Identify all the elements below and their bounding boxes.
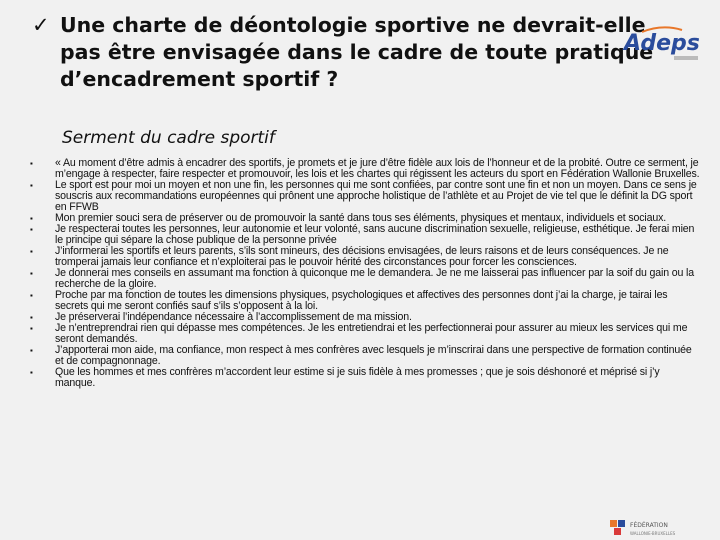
bullet-text: Proche par ma fonction de toutes les dimensions physiques, psychologiques et affectives des personnes dont j’ai la charge, je tairai les secrets qui me seront confiés sauf s’ils s’opposent à la loi. [55, 289, 668, 312]
list-item [30, 290, 702, 312]
list-item [30, 224, 702, 246]
square-bullet-icon: ▪ [30, 247, 33, 256]
bullet-text: Je n’entreprendrai rien qui dépasse mes compétences. Je les entretiendrai et les perfectionnerai pour assurer au mieux les services qui me seront demandés. [55, 322, 688, 345]
bullet-text: Je respecterai toutes les personnes, leur autonomie et leur volonté, sans aucune discrimination sexuelle, religieuse, esthétique. Je ferai mien le principe qui sépare la chose publique de la personne privée [55, 223, 695, 246]
list-item [30, 158, 702, 180]
square-bullet-icon: ▪ [30, 291, 33, 300]
square-bullet-icon: ▪ [30, 159, 33, 168]
subtitle: Serment du cadre sportif [62, 128, 275, 148]
square-bullet-icon: ▪ [30, 214, 33, 223]
bullet-text: Mon premier souci sera de préserver ou de promouvoir la santé dans tous ses éléments, physiques et mentaux, individuels et sociaux. [55, 212, 667, 224]
square-bullet-icon: ▪ [30, 313, 33, 322]
square-bullet-icon: ▪ [30, 181, 33, 190]
list-item [30, 323, 702, 345]
bullet-text: Je donnerai mes conseils en assumant ma fonction à quiconque me le demandera. Je ne me laisserai pas influencer par la soif du gain ou la recherche de la gloire. [55, 267, 694, 290]
square-bullet-icon: ▪ [30, 269, 33, 278]
square-bullet-icon: ▪ [30, 368, 33, 377]
fwb-logo-subtext: WALLONIE-BRUXELLES [630, 531, 676, 536]
slide-title [32, 12, 672, 93]
adeps-logo-text: Adeps [624, 31, 700, 56]
list-item [30, 345, 702, 367]
title-line-2: pas être envisagée dans le cadre de toute pratique [60, 40, 654, 64]
list-item [30, 367, 702, 389]
fwb-logo [608, 516, 708, 540]
oath-list [30, 158, 702, 389]
list-item [30, 268, 702, 290]
square-bullet-icon: ▪ [30, 324, 33, 333]
square-bullet-icon: ▪ [30, 225, 33, 234]
bullet-text: Le sport est pour moi un moyen et non une fin, les personnes qui me sont confiées, par contre sont une fin et non un moyen. Dans ce sens je souscris aux recommandations européennes qui prônent une approche holistique de l’athlète et au Projet de vie tel que le définit la DG sport en FFWB [55, 179, 697, 213]
bullet-text: Je préserverai l’indépendance nécessaire à l’accomplissement de ma mission. [55, 311, 412, 323]
bullet-text: Que les hommes et mes confrères m’accordent leur estime si je suis fidèle à mes promesses ; que je sois déshonoré et méprisé si j’y manque. [55, 366, 660, 389]
bullet-text: J’informerai les sportifs et leurs parents, s’ils sont mineurs, des décisions envisagées, de leurs raisons et de leurs conséquences. Je ne tromperai jamais leur confiance et n’exploiterai pas le pouvoir hérité des circonstances pour forcer les consciences. [55, 245, 669, 268]
bullet-text: J’apporterai mon aide, ma confiance, mon respect à mes confrères avec lesquels je m’inscrirai dans une perspective de formation continuée et de compagnonnage. [55, 344, 692, 367]
square-bullet-icon: ▪ [30, 346, 33, 355]
list-item [30, 180, 702, 213]
list-item [30, 246, 702, 268]
adeps-logo [622, 22, 700, 70]
fwb-logo-text: FÉDÉRATION [630, 522, 668, 529]
bullet-text: « Au moment d’être admis à encadrer des sportifs, je promets et je jure d’être fidèle aux lois de l’honneur et de la probité. Outre ce serment, je m’engage à respecter, faire respecter et promouvoir, les lois et les chartes qui régissent les acteurs du sport en Fédération Wallonie Bruxelles. [55, 157, 700, 180]
title-line-3: d’encadrement sportif ? [60, 67, 339, 91]
title-line-1: Une charte de déontologie sportive ne devrait-elle [60, 13, 646, 37]
check-icon: ✓ [32, 13, 50, 37]
